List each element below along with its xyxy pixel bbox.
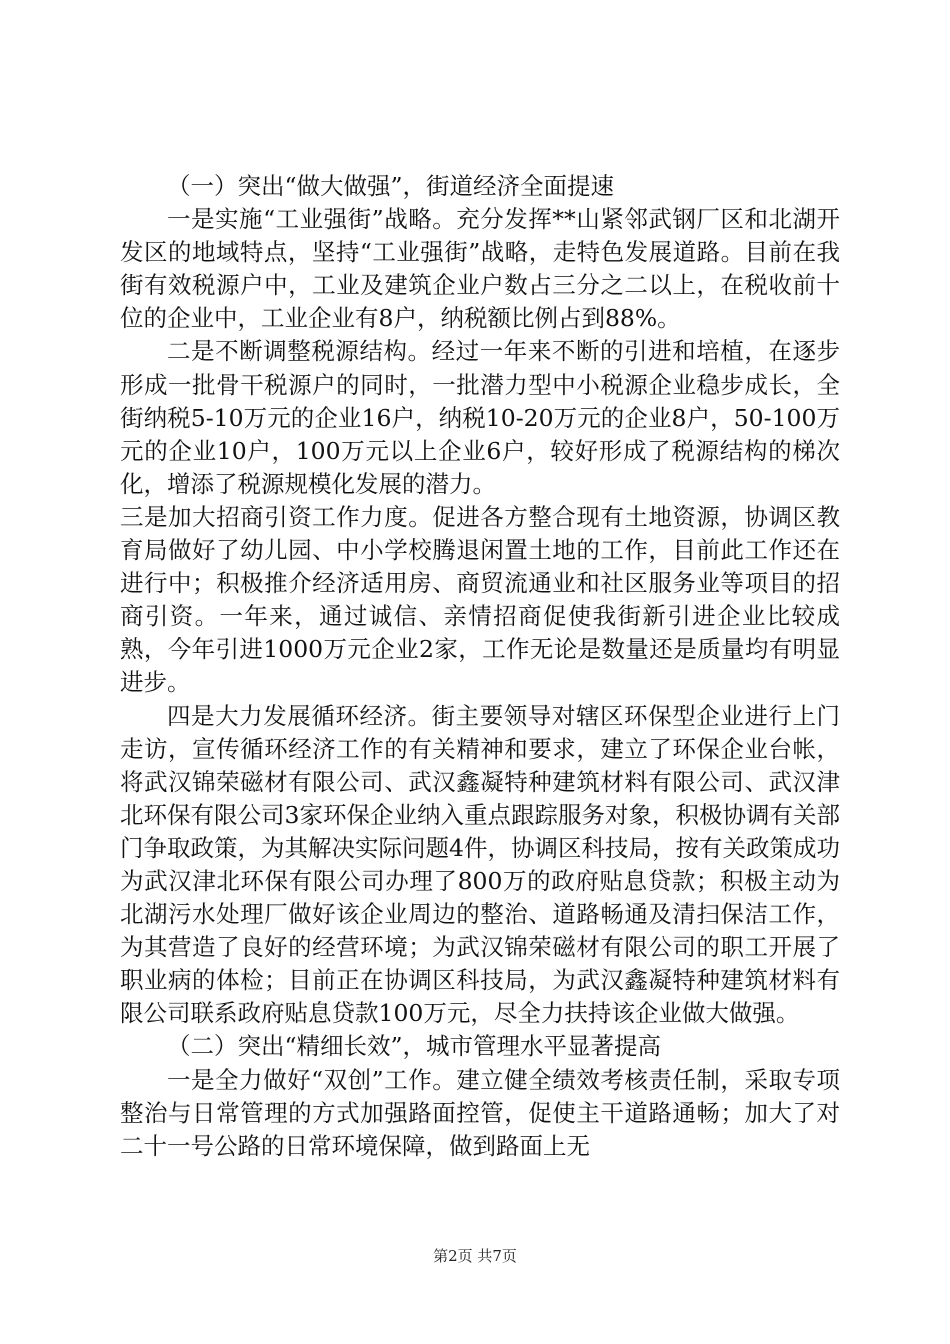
paragraph-industry-strategy: 一是实施“工业强街”战略。充分发挥**山紧邻武钢厂区和北湖开发区的地域特点，坚持“工业强街”战略，走特色发展道路。目前在我街有效税源户中，工业及建筑企业户数占三分之二以上，在税收前十位的企业中，工业企业有8户，纳税额比例占到88%。: [120, 205, 840, 333]
section-heading-2: （二）突出“精细长效”，城市管理水平显著提高: [167, 1032, 662, 1061]
page-number-footer: 第2页 共7页: [433, 1247, 517, 1265]
section-heading-1: （一）突出“做大做强”，街道经济全面提速: [167, 172, 615, 200]
document-body: [120, 170, 840, 1163]
paragraph-double-creation: 一是全力做好“双创”工作。建立健全绩效考核责任制，采取专项整治与日常管理的方式加强路面控管，促使主干道路通畅；加大了对二十一号公路的日常环境保障，做到路面上无: [120, 1065, 840, 1160]
paragraph-investment: 三是加大招商引资工作力度。促进各方整合现有土地资源，协调区教育局做好了幼儿园、中小学校腾退闲置土地的工作，目前此工作还在进行中；积极推介经济适用房、商贸流通业和社区服务业等项目的招商引资。一年来，通过诚信、亲情招商促使我街新引进企业比较成熟，今年引进1000万元企业2家，工作无论是数量还是质量均有明显进步。: [120, 502, 840, 697]
paragraph-tax-structure: 二是不断调整税源结构。经过一年来不断的引进和培植，在逐步形成一批骨干税源户的同时，一批潜力型中小税源企业稳步成长，全街纳税5-10万元的企业16户，纳税10-20万元的企业8户，50-100万元的企业10户，100万元以上企业6户，较好形成了税源结构的梯次化，增添了税源规模化发展的潜力。: [120, 337, 840, 498]
paragraph-circular-economy: 四是大力发展循环经济。街主要领导对辖区环保型企业进行上门走访，宣传循环经济工作的有关精神和要求，建立了环保企业台帐，将武汉锦荣磁材有限公司、武汉鑫凝特种建筑材料有限公司、武汉津北环保有限公司3家环保企业纳入重点跟踪服务对象，积极协调有关部门争取政策，为其解决实际问题4件，协调区科技局，按有关政策成功为武汉津北环保有限公司办理了800万的政府贴息贷款；积极主动为北湖污水处理厂做好该企业周边的整治、道路畅通及清扫保洁工作，为其营造了良好的经营环境；为武汉锦荣磁材有限公司的职工开展了职业病的体检；目前正在协调区科技局，为武汉鑫凝特种建筑材料有限公司联系政府贴息贷款100万元，尽全力扶持该企业做大做强。: [120, 701, 840, 1028]
